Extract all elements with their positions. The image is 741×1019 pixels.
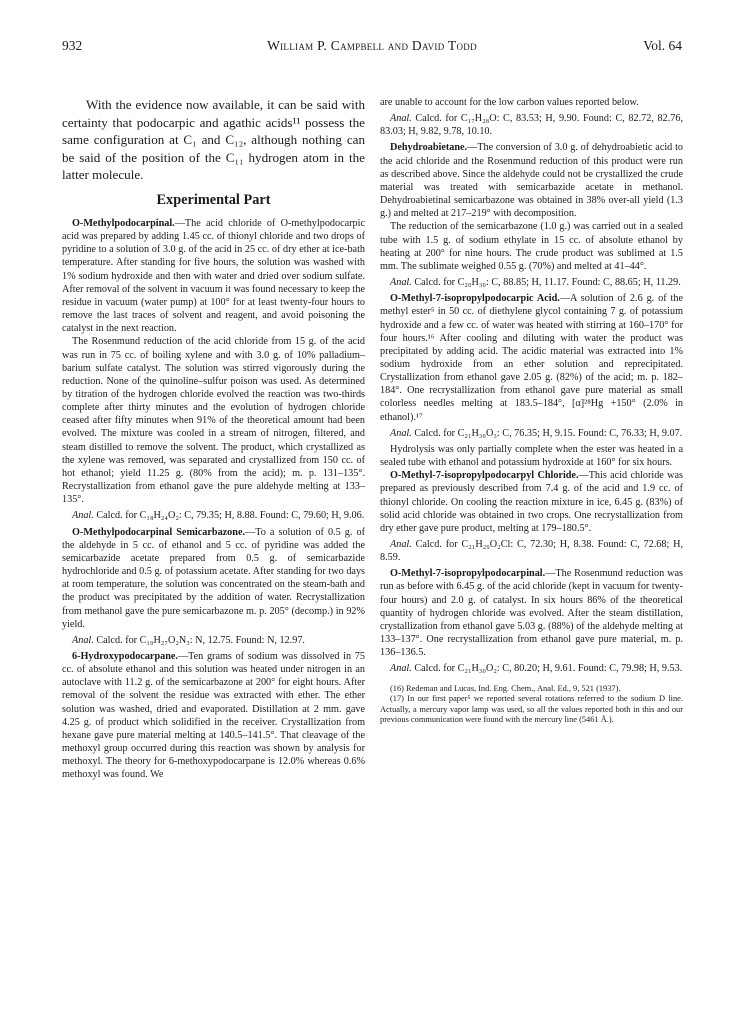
footnotes bbox=[380, 684, 683, 726]
left-column bbox=[62, 96, 365, 782]
footnote-17: (17) In our first paper⁵ we reported several rotations referred to the sodium D line. Actually, a mercury vapor lamp was used, so all the values reported both in this and our previous communication were found with the mercury line (5461 Å.). bbox=[380, 694, 683, 725]
paragraph-hydroxypodocarpane bbox=[62, 650, 365, 782]
paragraph-text: —This acid chloride was prepared as previously described from 7.4 g. of the acid and 1.9 cc. of thionyl chloride. On cooling the reaction mixture in ice, 6.45 g. (83%) of solid acid chloride was obtained in two crops. One recrystallization from dry ether gave pure product, melting at 179–180.5°. bbox=[380, 470, 683, 534]
paragraph-continuation: are unable to account for the low carbon values reported below. bbox=[380, 97, 639, 108]
paragraph-text: —A solution of 2.6 g. of the methyl ester⁵ in 50 cc. of diethylene glycol containing 7 g. of potassium hydroxide and a few cc. of water was heated with stirring at 160–170° for four hours.¹⁶ After cooling and diluting with water the product was precipitated by adding acid. The acidic material was extracted into 1% sodium hydroxide from an ether solution and reprecipitated. Crystallization from ethanol gave 2.05 g. (82%) of the acid; m. p. 182–184°. One recrystallization from ethanol gave pure material as small colorless needles melting at 183.5–184°, [α]²⁸Hg +150° (2.0% in ethanol).¹⁷ bbox=[380, 293, 683, 423]
paragraph-o-methylpodocarpinal bbox=[62, 217, 365, 335]
paragraph-text: —The conversion of 3.0 g. of dehydroabietic acid to the acid chloride and the Rosenmund reduction of this product were run as described above. Since the aldehyde could not be crystallized the crude material was treated with semicarbazide acetate in methanol. Dehydroabietinal semicarbazone was obtained in 38% over-all yield (1.3 g.) and melted at 217–219° with decomposition. bbox=[380, 142, 683, 220]
analysis-values: Calcd. for C₁₇H₂₈O: C, 83.53; H, 9.90. Found: C, 82.72, 82.76, 83.03; H, 9.82, 9.78, 10.10. bbox=[380, 113, 683, 138]
running-head-authors: William P. Campbell and David Todd bbox=[267, 38, 477, 53]
running-header bbox=[62, 38, 682, 58]
analysis-line bbox=[380, 276, 683, 289]
paragraph-heading: Dehydroabietane. bbox=[390, 142, 468, 154]
analysis-line bbox=[380, 662, 683, 675]
paragraph-heading: O-Methyl-7-isopropylpodocarpinal. bbox=[390, 568, 546, 580]
paragraph-hydrolysis: Hydrolysis was only partially complete when the ester was heated in a sealed tube with ethanol and potassium hydroxide at 160° for six hours. bbox=[380, 443, 683, 469]
section-title: Experimental Part bbox=[156, 191, 271, 208]
paragraph-heading: O-Methylpodocarpinal. bbox=[72, 217, 175, 229]
paragraph-heading: O-Methylpodocarpinal Semicarbazone. bbox=[72, 526, 246, 538]
analysis-line bbox=[380, 112, 683, 138]
paragraph-text: —The Rosenmund reduction was run as before with 6.45 g. of the acid chloride (kept in vacuum for twenty-four hours) and 2.0 g. of catalyst. In six hours 86% of the theoretical quantity of hydrogen chloride was evolved. After the steam distillation, crystallization from ethanol gave 5.03 g. (88%) of the aldehyde melting at 133–137°. One recrystallization from ethanol gave pure material, m. p. 136–136.5. bbox=[380, 568, 683, 659]
page-number: 932 bbox=[62, 38, 83, 53]
analysis-line bbox=[380, 427, 683, 440]
paragraph-text: —Ten grams of sodium was dissolved in 75 cc. of absolute ethanol and this solution was heated under nitrogen in an autoclave with 11.2 g. of the semicarbazone at 200° for eight hours. After removal of the solvent the residue was extracted with ether. The ether solution was washed, dried and evaporated. Distillation at 2 mm. gave 4.25 g. of product which solidified in the receiver. Crystallization from hexane gave pure material melting at 140.5–141.5°. That cleavage of the methoxyl group occurred during this reaction was shown by analysis for methoxyl. The theory for 6-methoxypodocarpane is 12.0% whereas 0.6% methoxyl was found. We bbox=[62, 650, 365, 781]
right-column bbox=[380, 96, 683, 726]
volume-label: Vol. 64 bbox=[643, 38, 682, 53]
analysis-label: Anal. bbox=[72, 510, 94, 522]
analysis-values: Calcd. for C₂₁H₃₀O₃: C, 76.35; H, 9.15. Found: C, 76.33; H, 9.07. bbox=[411, 427, 683, 439]
analysis-values: Calcd. for C₂₁H₂₉O₂Cl: C, 72.30; H, 8.38. Found: C, 72.68; H, 8.59. bbox=[380, 539, 683, 564]
analysis-label: Anal. bbox=[390, 663, 412, 675]
paragraph-rosenmund-reduction: The Rosenmund reduction of the acid chloride from 15 g. of the acid was run in 75 cc. of boiling xylene and with 3.0 g. of 10% palladium–barium sulfate catalyst. The solution was stirred vigorously during the reduction. None of the quinoline–sulfur poison was used. As determined by titration of the hydrogen chloride evolved the reaction was two-thirds complete after thirty minutes and the evolution of hydrogen chloride ceased after fifty minutes when 91% of the theoretical amount had been evolved. The mixture was cooled in a stream of nitrogen, filtered, and steam distilled to remove the solvent. The product, which crystallized as the xylene was removed, was separated and crystallized from 150 cc. of hot ethanol; yield 11.25 g. (80% from the acid); m. p. 131–135°. Recrystallization from ethanol gave the pure aldehyde melting at 133–135°. bbox=[62, 336, 365, 506]
analysis-values: Calcd. for C₁₈H₂₄O₂: C, 79.35; H, 8.88. Found: C, 79.60; H, 9.06. bbox=[93, 510, 365, 522]
paragraph-heading: O-Methyl-7-isopropylpodocarpyl Chloride. bbox=[390, 470, 579, 482]
paragraph-heading: 6-Hydroxypodocarpane. bbox=[72, 650, 178, 662]
analysis-label: Anal. bbox=[390, 277, 412, 289]
paragraph-podocarpyl-chloride bbox=[380, 469, 683, 535]
paragraph-dehydroabietane bbox=[380, 141, 683, 220]
analysis-label: Anal. bbox=[390, 113, 412, 125]
analysis-values: Calcd. for C₁₉H₂₇O₂N₃: N, 12.75. Found: N, 12.97. bbox=[93, 634, 305, 646]
analysis-label: Anal. bbox=[390, 539, 412, 550]
paragraph-heading: O-Methyl-7-isopropylpodocarpic Acid. bbox=[390, 293, 560, 305]
intro-paragraph: With the evidence now available, it can be said with certainty that podocarpic and agathic acids¹¹ possess the same configuration at C₁ and C₁₂, although nothing can be said of the position of the C₁₁ hydrogen atom in the latter molecule. bbox=[62, 97, 365, 183]
paragraph-semicarbazone bbox=[62, 526, 365, 631]
paragraph-semicarbazone-reduction: The reduction of the semicarbazone (1.0 g.) was carried out in a sealed tube with 1.5 g. of sodium ethylate in 15 cc. of absolute ethanol by heating at 200° for nine hours. The crude product was sublimed at 1.5 mm. The sublimate weighed 0.55 g. (70%) and melted at 41–44°. bbox=[380, 221, 683, 272]
analysis-label: Anal. bbox=[72, 634, 94, 646]
paragraph-text: —The acid chloride of O-methylpodocarpic acid was prepared by adding 1.45 cc. of thionyl chloride and two drops of pyridine to a solution of 3.0 g. of the acid in 25 cc. of dry ether at ice-bath temperature. After standing for five hours, the solution was washed with 1% sodium hydroxide and then with water and dried over sodium sulfate. After removal of the solvent in vacuum it was found necessary to keep the residue in vacuum (water pump) at 100° for at least twenty-four hours to remove the last traces of solvent and reagent, and avoid poisoning the catalyst in the next reaction. bbox=[62, 217, 365, 335]
analysis-label: Anal. bbox=[390, 427, 412, 439]
analysis-values: Calcd. for C₂₀H₃₀: C, 88.85; H, 11.17. Found: C, 88.65; H, 11.29. bbox=[411, 277, 681, 289]
footnote-16: (16) Redeman and Lucas, Ind. Eng. Chem., Anal. Ed., 9, 521 (1937). bbox=[390, 683, 621, 693]
analysis-line bbox=[62, 509, 365, 522]
analysis-line bbox=[380, 538, 683, 564]
paragraph-isopropylpodocarpic-acid bbox=[380, 292, 683, 424]
paragraph-isopropylpodocarpinal bbox=[380, 567, 683, 659]
analysis-line bbox=[62, 634, 365, 647]
analysis-values: Calcd. for C₂₁H₃₀O₂: C, 80.20; H, 9.61. Found: C, 79.98; H, 9.53. bbox=[411, 663, 683, 675]
paragraph-text: —To a solution of 0.5 g. of the aldehyde in 5 cc. of ethanol and 5 cc. of pyridine was added the semicarbazide acetate prepared from 0.5 g. of semicarbazide hydrochloride and 0.5 g. of potassium acetate. After standing for two days at room temperature, the solution was concentrated on the steam-bath and the product was precipitated by the addition of water. Recrystallization from methanol gave the pure semicarbazone m. p. 205° (decomp.) in 92% yield. bbox=[62, 526, 365, 630]
